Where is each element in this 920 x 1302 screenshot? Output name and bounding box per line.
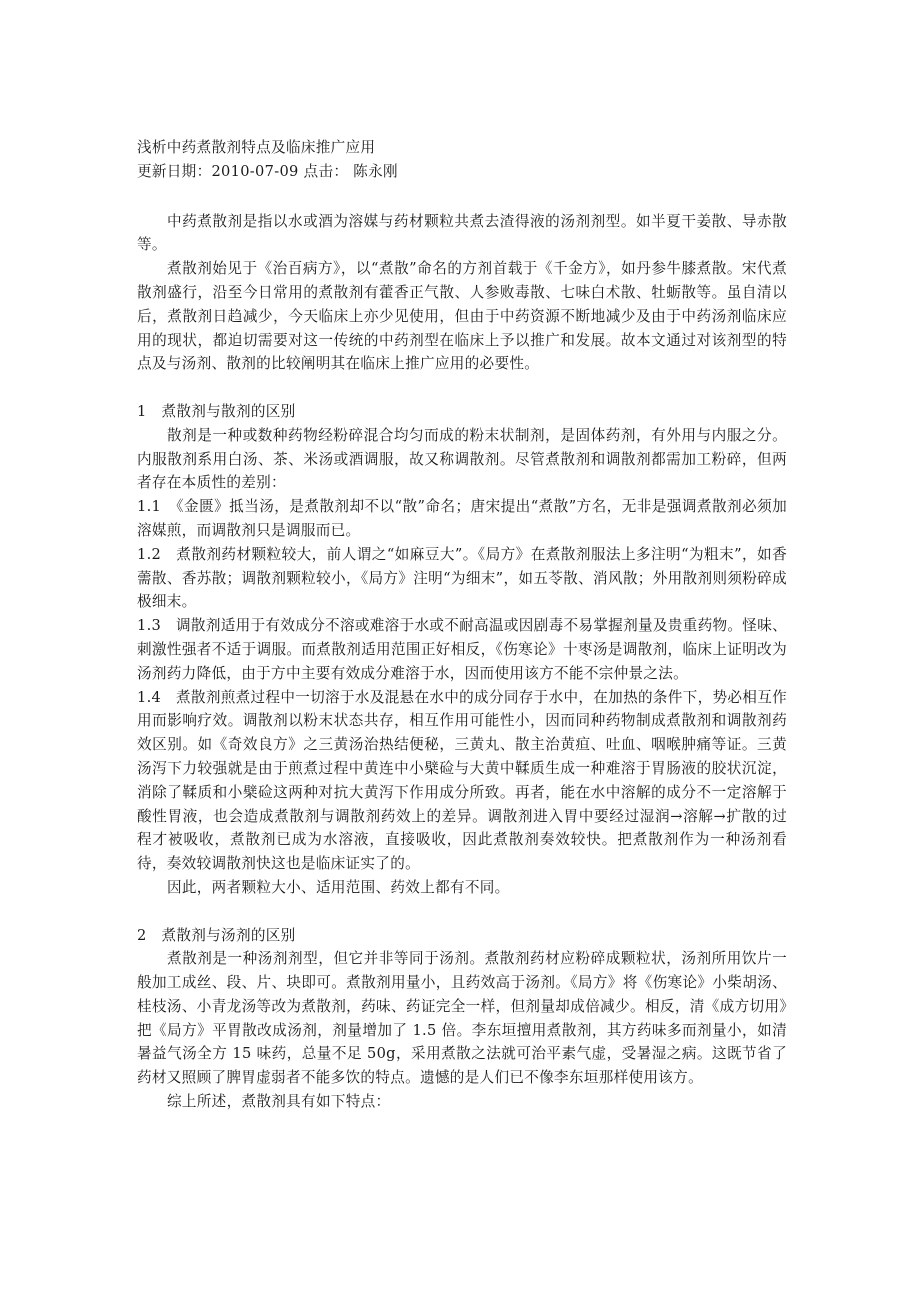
section-1-conclusion: 因此，两者颗粒大小、适用范围、药效上都有不同。: [167, 878, 510, 896]
section-1-paragraph: 散剂是一种或数种药物经粉碎混合均匀而成的粉末状制剂，是固体药剂，有外用与内服之分。内服散剂系用白汤、茶、米汤或酒调服，故又称调散剂。尽管煮散剂和调散剂都需加工粉碎，但两者存在本质性的差别：: [137, 426, 787, 492]
section-1-item-4: 1.4 煮散剂煎煮过程中一切溶于水及混悬在水中的成分同存于水中，在加热的条件下，势必相互作用而影响疗效。调散剂以粉末状态共存，相互作用可能性小，因而同种药物制成煮散剂和调散剂药效区别。如《奇效良方》之三黄汤治热结便秘，三黄丸、散主治黄疸、吐血、咽喉肿痛等证。三黄汤泻下力较强就是由于煎煮过程中黄连中小檗硷与大黄中鞣质生成一种难溶于胃肠液的胶状沉淀，消除了鞣质和小檗硷这两种对抗大黄泻下作用成分所致。再者，能在水中溶解的成分不一定溶解于酸性胃液，也会造成煮散剂与调散剂药效上的差异。调散剂进入胃中要经过湿润→溶解→扩散的过程才被吸收，煮散剂已成为水溶液，直接吸收，因此煮散剂奏效较快。把煮散剂作为一种汤剂看待，奏效较调散剂快这也是临床证实了的。: [137, 688, 787, 873]
section-1-item-2: 1.2 煮散剂药材颗粒较大，前人谓之“如麻豆大”。《局方》在煮散剂服法上多注明“为粗末”，如香薷散、香苏散；调散剂颗粒较小，《局方》注明“为细末”，如五苓散、消风散；外用散剂则须粉碎成极细末。: [137, 545, 787, 611]
section-1-item-1: 1.1 《金匮》抵当汤，是煮散剂却不以“散”命名；唐宋提出“煮散”方名，无非是强调煮散剂必须加溶媒煎，而调散剂只是调服而已。: [137, 498, 787, 539]
spacer: [137, 900, 787, 924]
document-body: [137, 136, 787, 1114]
section-2-heading: 2 煮散剂与汤剂的区别: [137, 926, 296, 944]
section-1-item-3: 1.3 调散剂适用于有效成分不溶或难溶于水或不耐高温或因剧毒不易掌握剂量及贵重药物。怪味、刺激性强者不适于调服。而煮散剂适用范围正好相反，《伤寒论》十枣汤是调散剂，临床上证明改为汤剂药力降低，由于方中主要有效成分难溶于水，因而使用该方不能不宗仲景之法。: [137, 617, 787, 682]
intro-paragraph-1: 中药煮散剂是指以水或酒为溶媒与药材颗粒共煮去渣得液的汤剂剂型。如半夏干姜散、导赤散等。: [137, 212, 787, 254]
section-2-paragraph-1: 煮散剂是一种汤剂剂型，但它并非等同于汤剂。煮散剂药材应粉碎成颗粒状，汤剂所用饮片一般加工成丝、段、片、块即可。煮散剂用量小，且药效高于汤剂。《局方》将《伤寒论》小柴胡汤、桂枝汤、小青龙汤等改为煮散剂，药味、药证完全一样，但剂量却成倍减少。相反，清《成方切用》把《局方》平胃散改成汤剂，剂量增加了 1.5 倍。李东垣擅用煮散剂，其方药味多而剂量小，如清暑益气汤全方 15 味药，总量不足 50g，采用煮散之法就可治平素气虚，受暑湿之病。这既节省了药材又照顾了脾胃虚弱者不能多饮的特点。遗憾的是人们已不像李东垣那样使用该方。: [137, 950, 787, 1087]
section-1-heading: 1 煮散剂与散剂的区别: [137, 402, 296, 420]
section-2-paragraph-2: 综上所述，煮散剂具有如下特点：: [167, 1093, 391, 1111]
article-title: 浅析中药煮散剂特点及临床推广应用: [137, 139, 376, 156]
intro-paragraph-2: 煮散剂始见于《治百病方》，以“煮散”命名的方剂首载于《千金方》，如丹参牛膝煮散。宋代煮散剂盛行，沿至今日常用的煮散剂有藿香正气散、人参败毒散、七味白术散、牡蛎散等。虽自清以后，煮散剂日趋减少，今天临床上亦少见使用，但由于中药资源不断地减少及由于中药汤剂临床应用的现状，都迫切需要对这一传统的中药剂型在临床上予以推广和发展。故本文通过对该剂型的特点及与汤剂、散剂的比较阐明其在临床上推广应用的必要性。: [137, 260, 787, 373]
spacer: [137, 376, 787, 400]
spacer: [137, 184, 787, 210]
article-meta: 更新日期：2010-07-09 点击： 陈永刚: [137, 162, 398, 180]
